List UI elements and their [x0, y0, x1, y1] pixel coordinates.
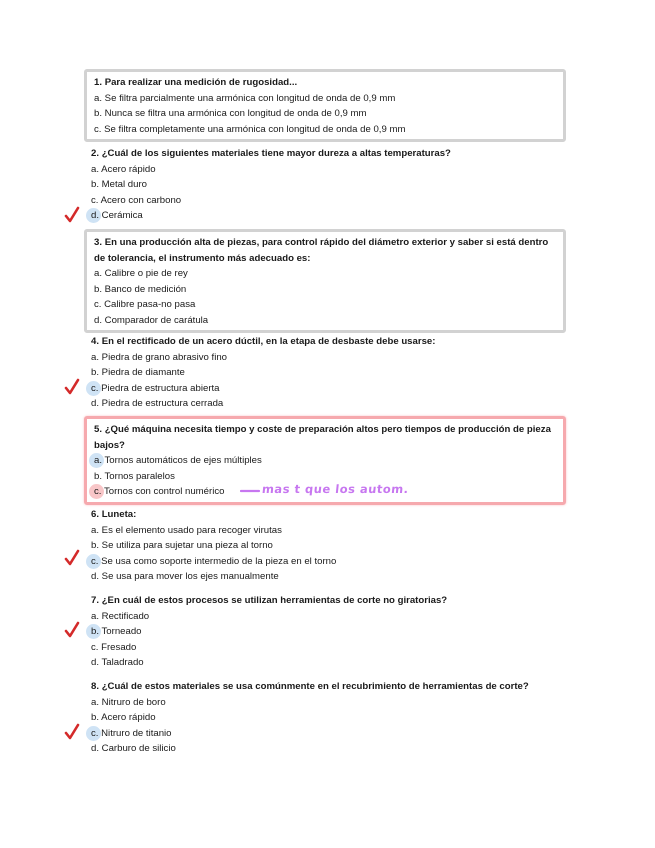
question-7-title — [84, 593, 560, 609]
question-text: ¿Qué máquina necesita tiempo y coste de preparación altos pero tiempos de producción de pieza bajos? — [94, 424, 551, 451]
option: c. Se filtra completamente una armónica con longitud de onda de 0,9 mm — [94, 123, 406, 135]
option: b. Metal duro — [91, 179, 147, 190]
question-text: Para realizar una medición de rugosidad... — [104, 77, 298, 88]
option: a. Piedra de grano abrasivo fino — [91, 351, 227, 363]
question-2-title — [84, 146, 560, 162]
option: c. Calibre pasa-no pasa — [94, 299, 196, 310]
question-text: En el rectificado de un acero dúctil, en la etapa de desbaste debe usarse: — [101, 336, 436, 347]
option-text: c. Piedra de estructura abierta — [91, 382, 220, 394]
checkmark-icon — [64, 206, 80, 224]
option: a. Calibre o pie de rey — [94, 268, 188, 279]
option-text: a. Tornos automáticos de ejes múltiples — [94, 455, 262, 466]
question-6-title — [84, 507, 560, 523]
option-selected — [87, 453, 563, 469]
question-1 — [84, 69, 566, 142]
handwritten-note-text: mas t que los autom. — [261, 482, 410, 496]
option-selected — [84, 624, 560, 640]
option: b. Piedra de diamante — [91, 367, 185, 378]
checkmark-icon — [64, 549, 80, 567]
question-text: ¿En cuál de estos procesos se utilizan herramientas de corte no giratorias? — [101, 595, 448, 606]
option-text: b. Torneado — [91, 626, 142, 637]
question-number: 7. — [91, 595, 100, 606]
question-4 — [84, 334, 560, 412]
option: b. Nunca se filtra una armónica con longitud de onda de 0,9 mm — [94, 108, 367, 119]
question-8-title — [84, 679, 560, 695]
checkmark-icon — [64, 621, 80, 639]
option: b. Tornos paralelos — [94, 470, 175, 482]
option-selected — [84, 726, 560, 742]
question-number: 8. — [91, 681, 100, 692]
option: d. Comparador de carátula — [94, 314, 209, 326]
question-text: ¿Cuál de estos materiales se usa comúnmente en el recubrimiento de herramientas de corte? — [101, 681, 529, 692]
option: a. Rectificado — [91, 610, 150, 622]
option-selected — [84, 381, 560, 397]
option: b. Se utiliza para sujetar una pieza al torno — [91, 540, 273, 551]
question-8 — [84, 679, 560, 757]
option: c. Acero con carbono — [91, 194, 182, 206]
option: a. Se filtra parcialmente una armónica con longitud de onda de 0,9 mm — [94, 92, 396, 104]
question-text: En una producción alta de piezas, para control rápido del diámetro exterior y saber si está dentro de tolerancia, el instrumento más adecuado es: — [94, 237, 549, 264]
checkmark-icon — [64, 378, 80, 396]
option-selected — [84, 208, 560, 224]
option: d. Se usa para mover los ejes manualmente — [91, 571, 279, 582]
question-text: Luneta: — [101, 509, 137, 520]
handwritten-note — [240, 483, 420, 499]
option: d. Taladrado — [91, 657, 144, 668]
checkmark-icon — [64, 723, 80, 741]
option: a. Nitruro de boro — [91, 696, 166, 708]
question-6 — [84, 507, 560, 585]
option: c. Fresado — [91, 641, 137, 653]
question-1-title — [87, 75, 563, 91]
question-3-title — [87, 235, 563, 266]
option: d. Carburo de silicio — [91, 743, 176, 754]
question-number: 6. — [91, 509, 100, 520]
question-2 — [84, 146, 560, 224]
option: d. Piedra de estructura cerrada — [91, 398, 224, 409]
question-number: 4. — [91, 336, 100, 347]
option-text: c. Nitruro de titanio — [91, 727, 172, 739]
option: a. Acero rápido — [91, 163, 156, 175]
question-number: 2. — [91, 148, 100, 159]
question-number: 1. — [94, 77, 103, 88]
question-4-title — [84, 334, 560, 350]
question-5-title — [87, 422, 563, 453]
question-3 — [84, 229, 566, 333]
arrow-icon — [240, 486, 262, 496]
option: b. Acero rápido — [91, 712, 156, 723]
option-selected — [84, 554, 560, 570]
option: a. Es el elemento usado para recoger virutas — [91, 524, 282, 536]
question-number: 3. — [94, 237, 103, 248]
option-text: c. Tornos con control numérico — [94, 486, 225, 497]
option-text: c. Se usa como soporte intermedio de la pieza en el torno — [91, 555, 337, 567]
question-7 — [84, 593, 560, 671]
question-number: 5. — [94, 424, 103, 435]
question-text: ¿Cuál de los siguientes materiales tiene mayor dureza a altas temperaturas? — [101, 148, 451, 159]
option: b. Banco de medición — [94, 283, 187, 295]
option-text: d. Cerámica — [91, 210, 143, 221]
